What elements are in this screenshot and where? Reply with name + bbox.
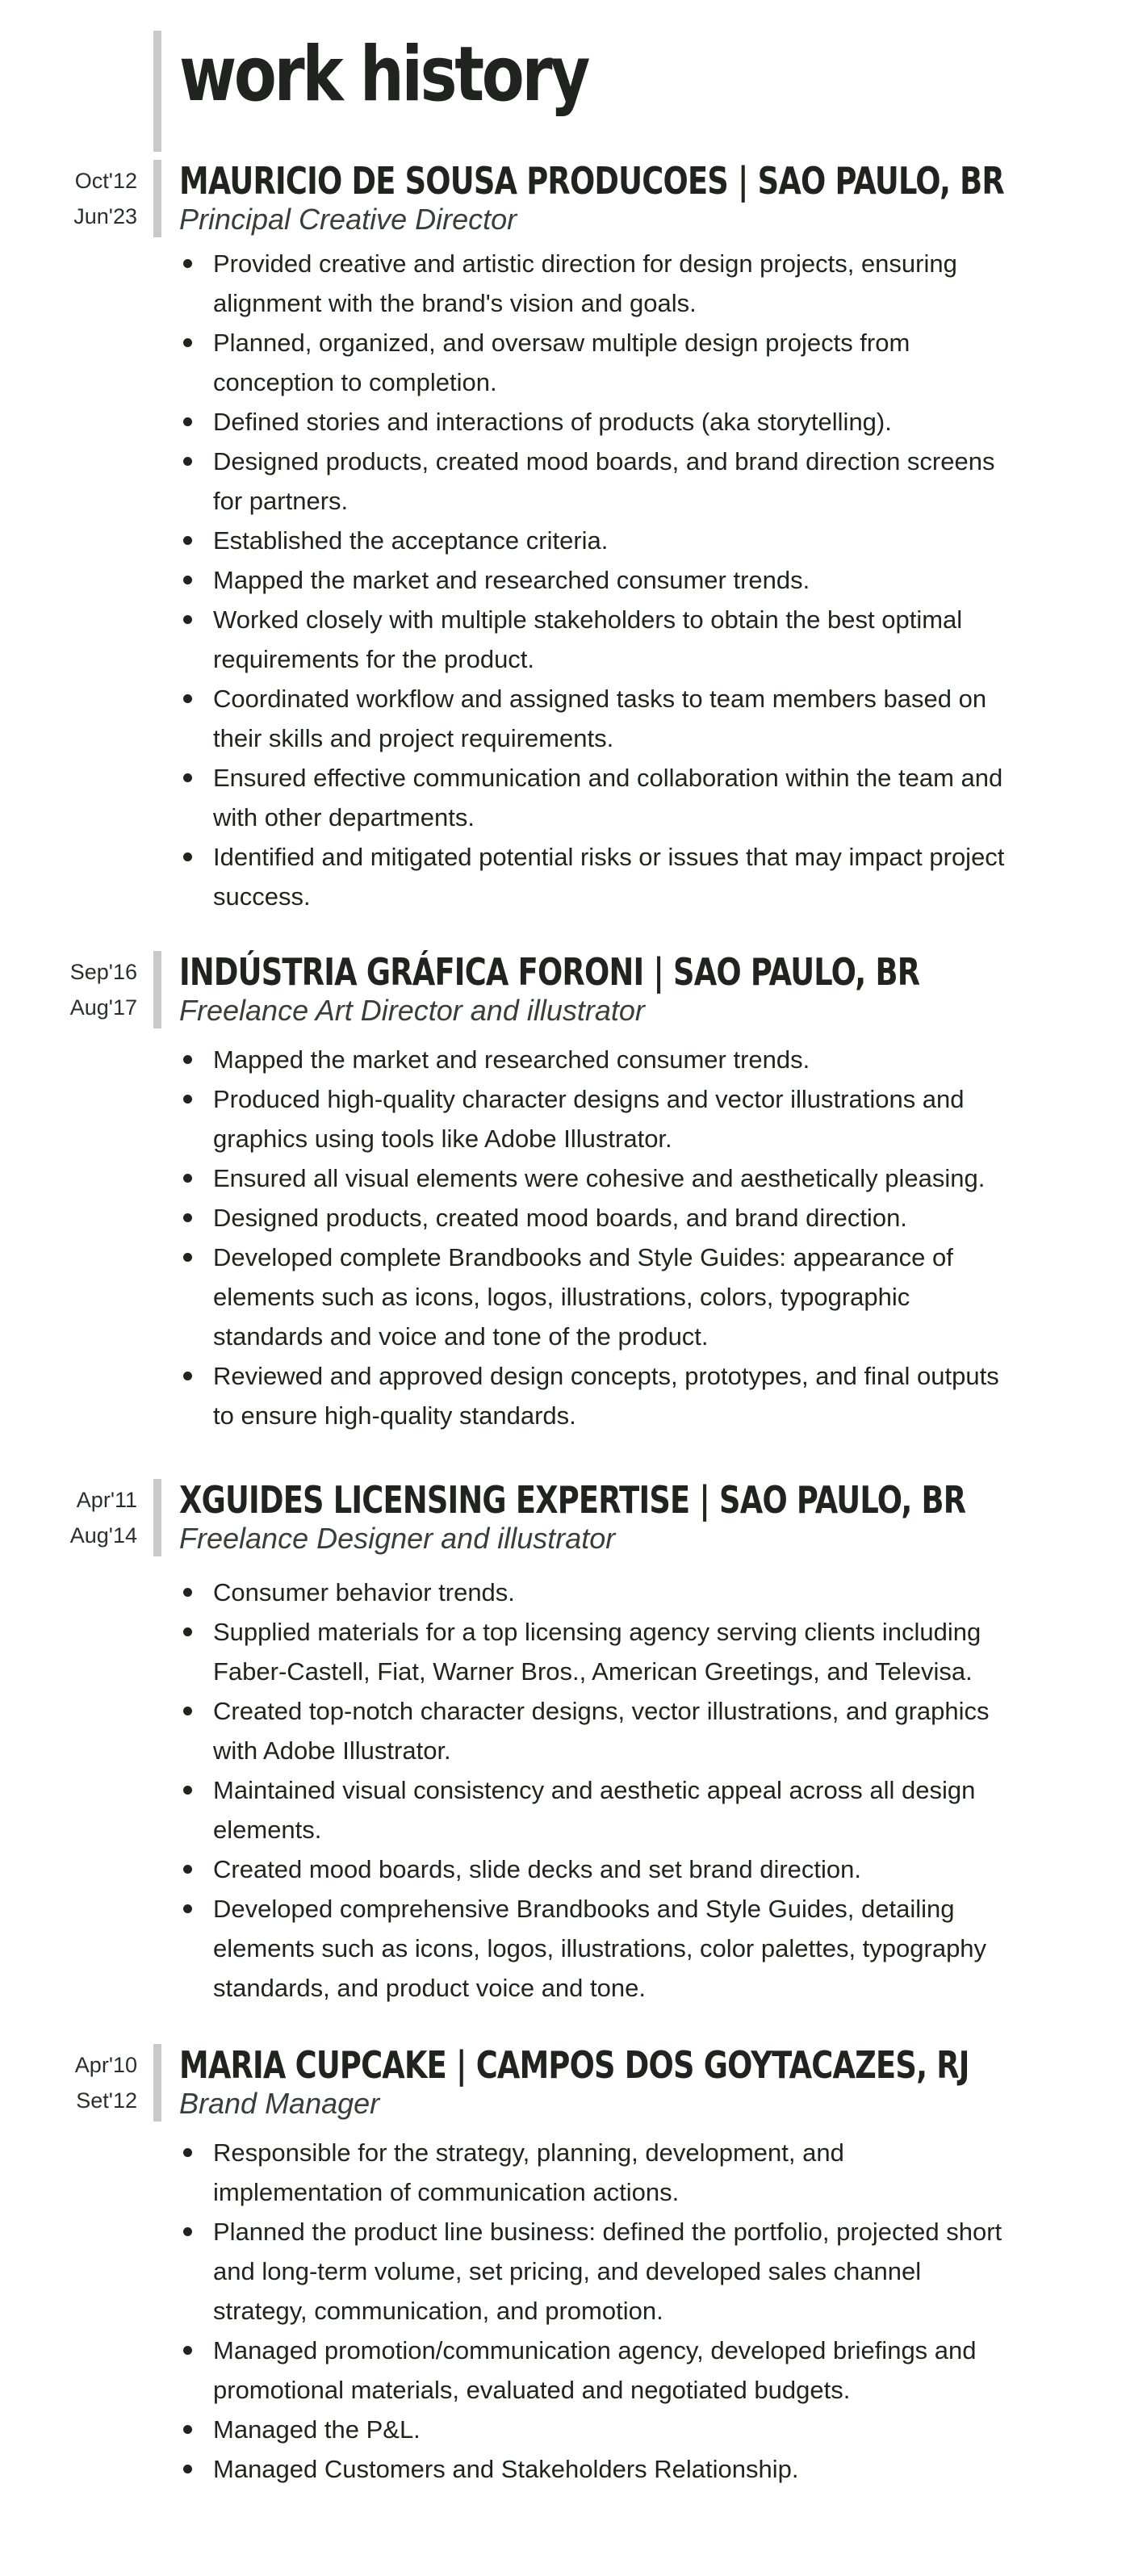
job-dates	[0, 2047, 137, 2118]
job-end-date: Jun'23	[73, 204, 137, 228]
job-start-date: Oct'12	[74, 169, 137, 193]
job-company: XGUIDES LICENSING EXPERTISE | SAO PAULO, BR	[179, 1478, 966, 1522]
job-start-date: Sep'16	[69, 960, 137, 984]
job-bullet: Managed the P&L.	[179, 2410, 1019, 2449]
job-bullet: Designed products, created mood boards, and brand direction.	[179, 1198, 1019, 1238]
job-bullet: Created mood boards, slide decks and set brand direction.	[179, 1849, 1019, 1889]
job-header	[153, 160, 1130, 237]
job-end-date: Aug'17	[69, 995, 137, 1020]
job-bullet: Supplied materials for a top licensing agency serving clients including Faber-Castell, Fiat, Warner Bros., American Greetings, and Televisa.	[179, 1612, 1019, 1691]
job-bullet: Responsible for the strategy, planning, development, and implementation of communication actions.	[179, 2133, 1019, 2212]
job-dates	[0, 163, 137, 234]
section-title: work history	[179, 31, 588, 119]
job-dates	[0, 1482, 137, 1553]
job-bullet: Provided creative and artistic direction for design projects, ensuring alignment with the brand's vision and goals.	[179, 244, 1019, 323]
job-header	[153, 2044, 1130, 2122]
job-company: MAURICIO DE SOUSA PRODUCOES | SAO PAULO, BR	[179, 159, 1004, 203]
job-company: INDÚSTRIA GRÁFICA FORONI | SAO PAULO, BR	[179, 950, 920, 994]
job-bullet: Identified and mitigated potential risks or issues that may impact project success.	[179, 837, 1019, 916]
job-bullet: Ensured all visual elements were cohesive and aesthetically pleasing.	[179, 1158, 1019, 1198]
job-role: Brand Manager	[179, 2087, 380, 2120]
job-start-date: Apr'10	[74, 2053, 137, 2077]
job-bullet: Ensured effective communication and collaboration within the team and with other departments.	[179, 758, 1019, 837]
job-start-date: Apr'11	[76, 1488, 137, 1512]
job-bullets	[179, 2133, 1019, 2489]
job-end-date: Set'12	[76, 2088, 137, 2113]
job-header	[153, 951, 1105, 1028]
job-bullet: Consumer behavior trends.	[179, 1573, 1019, 1612]
job-bullet: Developed complete Brandbooks and Style Guides: appearance of elements such as icons, logos, illustrations, colors, typographic standards and voice and tone of the product.	[179, 1238, 1019, 1356]
job-bullet: Worked closely with multiple stakeholders to obtain the best optimal requirements for the product.	[179, 600, 1019, 679]
job-bullet: Defined stories and interactions of products (aka storytelling).	[179, 402, 1019, 442]
job-bullet: Planned the product line business: defined the portfolio, projected short and long-term volume, set pricing, and developed sales channel strategy, communication, and promotion.	[179, 2212, 1019, 2331]
job-end-date: Aug'14	[69, 1523, 137, 1548]
job-bullet: Mapped the market and researched consumer trends.	[179, 560, 1019, 600]
job-bullet: Developed comprehensive Brandbooks and Style Guides, detailing elements such as icons, logos, illustrations, color palettes, typography standards, and product voice and tone.	[179, 1889, 1019, 2008]
job-bullet: Maintained visual consistency and aesthetic appeal across all design elements.	[179, 1770, 1019, 1849]
job-bullet: Produced high-quality character designs and vector illustrations and graphics using tools like Adobe Illustrator.	[179, 1079, 1019, 1158]
job-bullets	[179, 1573, 1019, 2008]
job-bullets	[179, 1040, 1019, 1435]
job-dates	[0, 954, 137, 1025]
job-bullet: Created top-notch character designs, vector illustrations, and graphics with Adobe Illustrator.	[179, 1691, 1019, 1770]
job-company: MARIA CUPCAKE | CAMPOS DOS GOYTACAZES, RJ	[179, 2043, 969, 2087]
job-role: Freelance Art Director and illustrator	[179, 994, 645, 1027]
job-role: Principal Creative Director	[179, 203, 517, 236]
job-bullet: Planned, organized, and oversaw multiple design projects from conception to completion.	[179, 323, 1019, 402]
job-role: Freelance Designer and illustrator	[179, 1522, 616, 1555]
job-header	[153, 1479, 1130, 1556]
job-bullet: Mapped the market and researched consumer trends.	[179, 1040, 1019, 1079]
job-bullets	[179, 244, 1019, 916]
section-title-block	[153, 31, 677, 152]
job-bullet: Reviewed and approved design concepts, prototypes, and final outputs to ensure high-quality standards.	[179, 1356, 1019, 1435]
job-bullet: Established the acceptance criteria.	[179, 521, 1019, 560]
job-bullet: Managed promotion/communication agency, developed briefings and promotional materials, evaluated and negotiated budgets.	[179, 2331, 1019, 2410]
job-bullet: Designed products, created mood boards, and brand direction screens for partners.	[179, 442, 1019, 521]
job-bullet: Managed Customers and Stakeholders Relationship.	[179, 2449, 1019, 2489]
job-bullet: Coordinated workflow and assigned tasks to team members based on their skills and project requirements.	[179, 679, 1019, 758]
